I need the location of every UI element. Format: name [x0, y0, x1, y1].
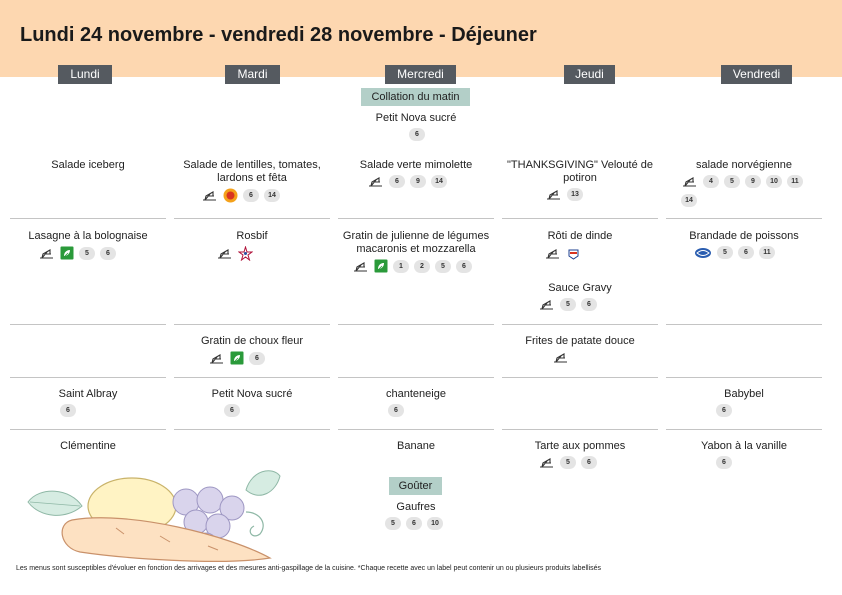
vendredi-entree: salade norvégienne	[695, 159, 793, 171]
allergen-badge: 6	[581, 298, 597, 311]
jeudi-sauce-labels	[538, 298, 597, 311]
fruit-vegetable-illustration	[20, 458, 290, 568]
volaille-francaise-icon	[566, 246, 581, 261]
allergen-badge: 2	[414, 260, 430, 273]
collation-label: Petit Nova sucré	[375, 112, 457, 124]
separator	[502, 324, 658, 325]
mercredi-entree-labels	[367, 175, 447, 188]
organic-label-icon	[374, 259, 388, 273]
lundi-fromage: Saint Albray	[58, 388, 118, 400]
separator	[666, 218, 822, 219]
allergen-badge: 14	[431, 175, 447, 188]
allergen-badge: 5	[717, 246, 733, 259]
gouter-allergens	[385, 517, 443, 530]
chef-hat-icon	[201, 189, 218, 202]
separator	[502, 429, 658, 430]
allergen-badge: 5	[724, 175, 740, 188]
mardi-plat-labels	[216, 246, 253, 261]
allergen-badge: 6	[388, 404, 404, 417]
allergen-badge: 5	[435, 260, 451, 273]
day-tab-mardi: Mardi	[225, 65, 280, 84]
allergen-badge: 14	[264, 189, 280, 202]
collation-allergens	[409, 128, 425, 141]
organic-label-icon	[230, 351, 244, 365]
mardi-fromage-labels	[224, 404, 240, 417]
mercredi-entree: Salade verte mimolette	[359, 159, 473, 171]
mardi-accompagnement: Gratin de choux fleur	[200, 335, 304, 347]
mardi-entree-labels	[201, 188, 280, 203]
jeudi-dessert: Tarte aux pommes	[534, 440, 626, 452]
separator	[502, 218, 658, 219]
separator	[174, 218, 330, 219]
lundi-fromage-labels	[60, 404, 76, 417]
vendredi-entree-labels	[681, 175, 811, 207]
leaf-icon	[28, 491, 82, 515]
allergen-badge: 5	[560, 298, 576, 311]
chef-hat-icon	[681, 175, 698, 188]
separator	[10, 429, 166, 430]
separator	[174, 429, 330, 430]
day-tab-mercredi: Mercredi	[385, 65, 456, 84]
page-title: Lundi 24 novembre - vendredi 28 novembre - Déjeuner	[20, 24, 537, 46]
allergen-badge: 6	[581, 456, 597, 469]
separator	[174, 377, 330, 378]
allergen-badge: 10	[766, 175, 782, 188]
mardi-accompagnement-labels	[208, 351, 265, 365]
allergen-badge: 4	[703, 175, 719, 188]
separator	[338, 218, 494, 219]
lundi-dessert: Clémentine	[60, 440, 116, 452]
jeudi-entree: "THANKSGIVING" Velouté de potiron	[507, 159, 653, 184]
jeudi-plat-labels	[544, 246, 581, 261]
mercredi-plat-labels	[352, 259, 472, 273]
chef-hat-icon	[208, 352, 225, 365]
vendredi-plat-labels	[694, 246, 775, 259]
allergen-badge: 6	[406, 517, 422, 530]
allergen-badge: 5	[560, 456, 576, 469]
separator	[10, 377, 166, 378]
allergen-badge: 6	[249, 352, 265, 365]
chef-hat-icon	[367, 175, 384, 188]
footnote: Les menus sont susceptibles d'évoluer en fonction des arrivages et des mesures anti-gaspillage de la cuisine. *Chaque recette avec un label peut contenir un ou plusieurs produits labellisés	[16, 565, 602, 572]
lundi-entree: Salade iceberg	[51, 159, 125, 171]
allergen-badge: 6	[243, 189, 259, 202]
label-rouge-icon	[238, 246, 253, 261]
jeudi-accompagnement-labels	[552, 351, 569, 364]
allergen-badge: 6	[224, 404, 240, 417]
separator	[174, 324, 330, 325]
allergen-badge: 6	[100, 247, 116, 260]
mardi-plat: Rosbif	[236, 230, 268, 242]
separator	[338, 377, 494, 378]
jeudi-sauce: Sauce Gravy	[548, 282, 612, 294]
separator	[502, 377, 658, 378]
jeudi-accompagnement: Frites de patate douce	[525, 335, 635, 347]
vine-leaf-icon	[246, 471, 280, 536]
mercredi-dessert: Banane	[397, 440, 435, 452]
allergen-badge: 9	[410, 175, 426, 188]
day-tab-lundi: Lundi	[58, 65, 112, 84]
mercredi-fromage-labels	[388, 404, 404, 417]
allergen-badge: 6	[716, 404, 732, 417]
chef-hat-icon	[544, 247, 561, 260]
gouter-label: Gaufres	[396, 501, 436, 513]
allergen-badge: 5	[385, 517, 401, 530]
allergen-badge: 5	[79, 247, 95, 260]
lundi-plat-labels	[38, 246, 116, 260]
chef-hat-icon	[352, 260, 369, 273]
separator	[666, 429, 822, 430]
mardi-fromage: Petit Nova sucré	[211, 388, 293, 400]
vendredi-fromage: Babybel	[724, 388, 764, 400]
carrot-icon	[62, 518, 270, 562]
chef-hat-icon	[552, 351, 569, 364]
mardi-entree: Salade de lentilles, tomates, lardons et fêta	[183, 159, 321, 184]
separator	[10, 324, 166, 325]
mercredi-fromage: chanteneige	[386, 388, 446, 400]
allergen-badge: 10	[427, 517, 443, 530]
chef-hat-icon	[38, 247, 55, 260]
lundi-plat: Lasagne à la bolognaise	[28, 230, 148, 242]
separator	[10, 218, 166, 219]
vendredi-dessert: Yabon à la vanille	[700, 440, 788, 452]
allergen-badge: 6	[409, 128, 425, 141]
allergen-badge: 1	[393, 260, 409, 273]
chef-hat-icon	[545, 188, 562, 201]
allergen-badge: 6	[738, 246, 754, 259]
allergen-badge: 6	[389, 175, 405, 188]
allergen-badge: 9	[745, 175, 761, 188]
chef-hat-icon	[216, 247, 233, 260]
vendredi-dessert-labels	[716, 456, 732, 469]
jeudi-dessert-labels	[538, 456, 597, 469]
collation-tag: Collation du matin	[361, 88, 470, 106]
allergen-badge: 14	[681, 194, 697, 207]
jeudi-plat: Rôti de dinde	[547, 230, 613, 242]
day-tab-jeudi: Jeudi	[564, 65, 615, 84]
separator	[666, 377, 822, 378]
chef-hat-icon	[538, 298, 555, 311]
separator	[338, 429, 494, 430]
gouter-tag: Goûter	[389, 477, 442, 495]
allergen-badge: 11	[759, 246, 775, 259]
mercredi-plat: Gratin de julienne de légumes macaronis et mozzarella	[342, 230, 490, 255]
separator	[338, 324, 494, 325]
allergen-badge: 6	[60, 404, 76, 417]
chef-hat-icon	[538, 456, 555, 469]
allergen-badge: 6	[716, 456, 732, 469]
vendredi-plat: Brandade de poissons	[689, 230, 799, 242]
jeudi-entree-labels	[545, 188, 583, 201]
separator	[666, 324, 822, 325]
allergen-badge: 13	[567, 188, 583, 201]
vendredi-fromage-labels	[716, 404, 732, 417]
seasonal-label-icon	[223, 188, 238, 203]
allergen-badge: 11	[787, 175, 803, 188]
day-tab-vendredi: Vendredi	[721, 65, 792, 84]
allergen-badge: 6	[456, 260, 472, 273]
msc-fish-icon	[694, 247, 712, 259]
organic-label-icon	[60, 246, 74, 260]
